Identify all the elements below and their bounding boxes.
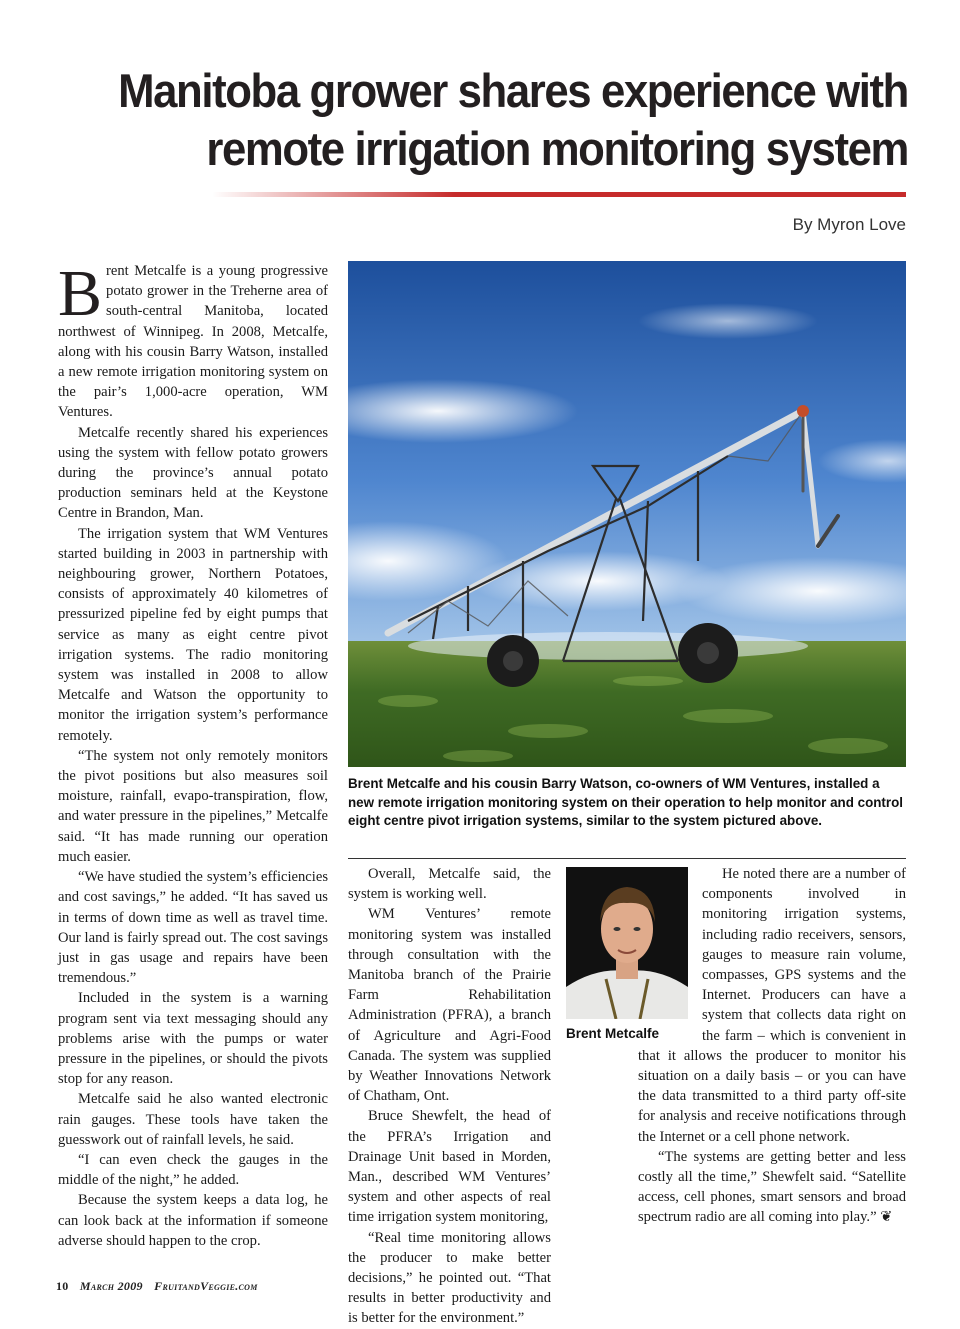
- footer-site: FruitandVeggie.com: [154, 1279, 258, 1293]
- paragraph: “The systems are getting better and less costly all the time,” Shewfelt said. “Satellite access, cell phones, smart sensors and broad spectrum radio are all coming into play.” ❦: [638, 1148, 906, 1226]
- paragraph: Because the system keeps a data log, he can look back at the information if someone adverse should happen to the crop.: [58, 1192, 328, 1249]
- irrigation-pivot-photo: [348, 261, 906, 767]
- caption-rule: [348, 858, 906, 859]
- issue-date: March 2009: [79, 1279, 143, 1293]
- page-footer: [56, 1279, 258, 1294]
- paragraph: Included in the system is a warning program sent via text messaging should any problems arise with the pumps or water pressure in the pipelines, or should the pivots stop for any reason.: [58, 990, 328, 1088]
- portrait-wrap-space: [638, 864, 702, 1042]
- paragraph: Overall, Metcalfe said, the system is working well.: [348, 866, 551, 903]
- byline: By Myron Love: [792, 215, 906, 234]
- paragraph: Metcalfe said he also wanted electronic rain gauges. These tools have taken the guesswork out of rainfall levels, he said.: [58, 1091, 328, 1148]
- paragraph: “The system not only remotely monitors the pivot positions but also measures soil moisture, rainfall, evapo-transpiration, flow, and water pressure in the pipelines,” Metcalfe said. “It has made running our operation much easier.: [58, 747, 328, 865]
- paragraph: Metcalfe recently shared his experiences using the system with fellow potato growers during the province’s annual potato production seminars held at the Keystone Centre in Brandon, Man.: [58, 424, 328, 522]
- paragraph: Brent Metcalfe is a young progressive potato grower in the Treherne area of south-central Manitoba, located northwest of Winnipeg. In 2008, Metcalfe, along with his cousin Barry Watson, installed a new remote irrigation monitoring system on the pair’s 1,000-acre operation, WM Ventures.: [58, 257, 328, 421]
- article-column-3: [638, 864, 906, 1228]
- photo-caption: Brent Metcalfe and his cousin Barry Watson, co-owners of WM Ventures, installed a new remote irrigation monitoring system on their operation to help monitor and control eight centre pivot irrigation systems, similar to the system pictured above.: [348, 776, 903, 828]
- paragraph: Bruce Shewfelt, the head of the PFRA’s Irrigation and Drainage Unit based in Morden, Man., described WM Ventures’ system and other aspects of real time irrigation system monitoring,: [348, 1108, 551, 1226]
- paragraph: The irrigation system that WM Ventures started building in 2003 in partnership with neighbouring grower, Northern Potatoes, consists of approximately 40 kilometres of pressurized pipeline fed by eight pumps that service as many as eight centre pivot irrigation systems. The radio monitoring system was installed in 2008 to allow Metcalfe and Watson the opportunity to monitor the irrigation system’s performance remotely.: [58, 525, 328, 744]
- headline-rule: [212, 192, 906, 197]
- portrait-caption: Brent Metcalfe: [566, 1026, 660, 1041]
- article-column-1: [58, 257, 328, 1251]
- paragraph: “Real time monitoring allows the producer to make better decisions,” he pointed out. “That results in better productivity and is better for the environment.”: [348, 1229, 551, 1327]
- headline-line-1: Manitoba grower shares experience with: [118, 64, 908, 117]
- paragraph: “I can even check the gauges in the middle of the night,” he added.: [58, 1151, 328, 1189]
- page-number: 10: [56, 1279, 69, 1293]
- drop-cap: B: [58, 257, 103, 330]
- paragraph: WM Ventures’ remote monitoring system was installed through consultation with the Manitoba branch of the Prairie Farm Rehabilitation Administration (PFRA), a branch of Agriculture and Agri-Food Canada. The system was supplied by Weather Innovations Network of Chatham, Ont.: [348, 906, 551, 1105]
- headline-line-2: remote irrigation monitoring system: [206, 122, 909, 175]
- article-column-2: [348, 864, 551, 1329]
- headline: [101, 62, 908, 178]
- paragraph: He noted there are a number of components involved in monitoring irrigation systems, including radio receivers, sensors, gauges to measure rain volume, compasses, GPS systems and the Internet. Producers can have a system that collects data right on the farm – which is convenient in that it allows the producer to monitor his situation on a daily basis – or you can have the data transmitted to a third party off-site for analysis and receive notifications through the Internet or a cell phone network.: [638, 866, 906, 1145]
- paragraph: “We have studied the system’s efficiencies and cost savings,” he added. “It has saved us in terms of down time as well as travel time. Our land is fairly spread out. The cost savings just in gas usage and repairs have been tremendous.”: [58, 869, 328, 987]
